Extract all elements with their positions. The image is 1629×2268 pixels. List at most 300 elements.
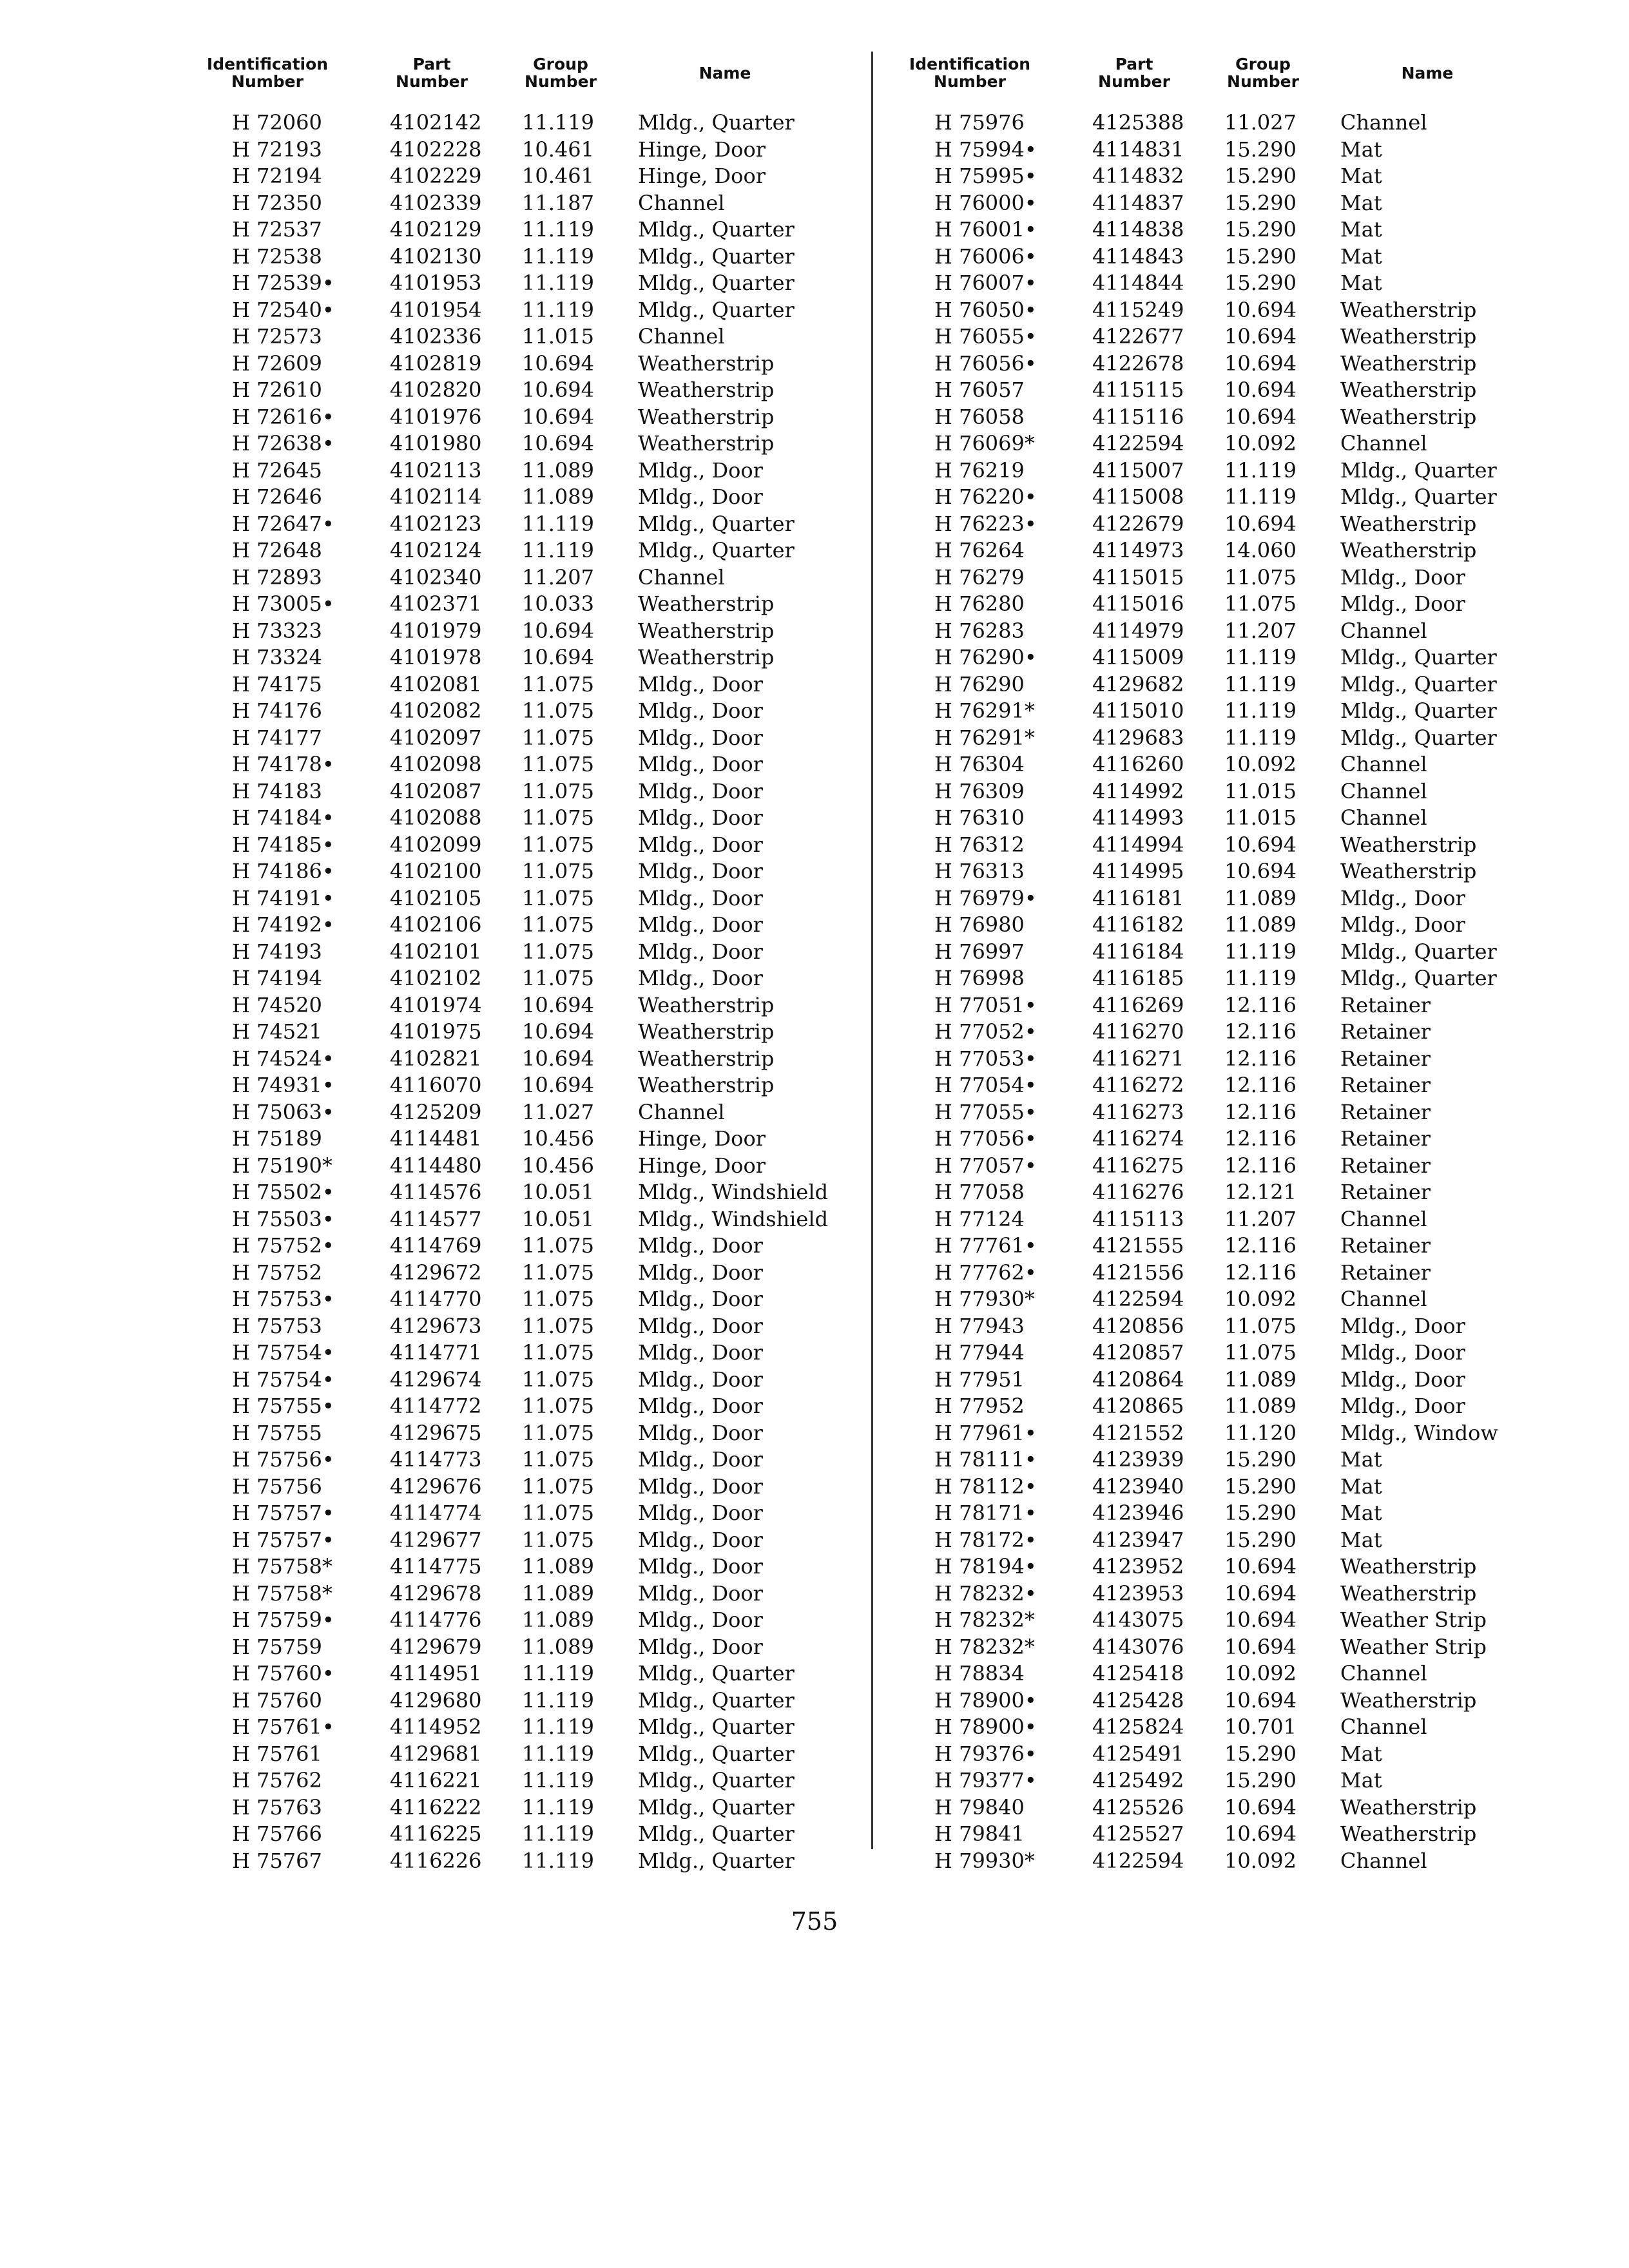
- identification-number-cell: H 77761•: [934, 1233, 1037, 1258]
- table-row: [889, 430, 1547, 457]
- identification-number-cell: H 78171•: [934, 1501, 1037, 1525]
- part-number-cell: 4101976: [390, 404, 482, 429]
- group-number-cell: 10.694: [1224, 511, 1296, 536]
- table-row: [889, 1233, 1547, 1260]
- group-number-cell: 11.119: [522, 1821, 594, 1846]
- part-number-cell: 4101954: [390, 297, 482, 322]
- name-cell: Retainer: [1340, 1019, 1431, 1044]
- group-number-cell: 11.207: [1224, 1206, 1296, 1231]
- identification-number-cell: H 75995•: [934, 164, 1037, 188]
- table-row: [889, 1527, 1547, 1554]
- table-row: [889, 351, 1547, 378]
- name-cell: Channel: [638, 1099, 725, 1124]
- group-number-cell: 11.075: [522, 752, 594, 776]
- part-number-cell: 4129678: [390, 1581, 482, 1606]
- part-number-cell: 4101974: [390, 992, 482, 1017]
- name-cell: Mldg., Quarter: [638, 1661, 795, 1686]
- name-cell: Mldg., Door: [638, 1313, 763, 1338]
- identification-number-cell: H 72194: [232, 164, 322, 188]
- name-cell: Mldg., Quarter: [1340, 698, 1497, 723]
- table-row: [187, 1634, 844, 1661]
- identification-number-cell: H 75753•: [232, 1287, 334, 1311]
- table-row: [889, 244, 1547, 271]
- name-cell: Mldg., Quarter: [1340, 939, 1497, 964]
- table-row: [187, 1767, 844, 1794]
- identification-number-cell: H 76290•: [934, 645, 1037, 669]
- group-number-cell: 10.092: [1224, 1848, 1296, 1873]
- part-number-cell: 4123947: [1092, 1527, 1184, 1552]
- identification-number-cell: H 75758*: [232, 1581, 333, 1606]
- table-row: [187, 1260, 844, 1287]
- part-number-cell: 4102228: [390, 137, 482, 162]
- table-row: [889, 751, 1547, 778]
- group-number-cell: 10.694: [522, 645, 594, 669]
- name-cell: Mldg., Quarter: [638, 538, 795, 562]
- table-row: [889, 1500, 1547, 1527]
- name-cell: Retainer: [1340, 1153, 1431, 1178]
- name-cell: Mat: [1340, 190, 1382, 215]
- part-number-cell: 4121552: [1092, 1420, 1184, 1445]
- name-cell: Mldg., Door: [638, 939, 763, 964]
- table-row: [187, 1099, 844, 1126]
- part-number-cell: 4102820: [390, 378, 482, 402]
- group-number-cell: 10.694: [1224, 1608, 1296, 1632]
- part-number-cell: 4123953: [1092, 1581, 1184, 1606]
- group-number-cell: 11.207: [522, 564, 594, 590]
- table-row: [889, 671, 1547, 698]
- group-number-cell: 11.075: [522, 1313, 594, 1338]
- identification-number-cell: H 77056•: [934, 1126, 1037, 1151]
- identification-number-cell: H 78834: [934, 1661, 1025, 1686]
- part-number-cell: 4125527: [1092, 1821, 1184, 1846]
- identification-number-cell: H 77055•: [934, 1099, 1037, 1124]
- table-row: [889, 1072, 1547, 1099]
- part-number-cell: 4115116: [1092, 404, 1184, 429]
- table-row: [187, 1286, 844, 1313]
- group-number-cell: 15.290: [1224, 137, 1296, 162]
- name-cell: Weatherstrip: [1340, 859, 1477, 883]
- table-row: [187, 1233, 844, 1260]
- part-number-cell: 4129681: [390, 1741, 482, 1766]
- group-number-cell: 11.075: [1224, 591, 1296, 616]
- part-number-cell: 4116273: [1092, 1099, 1184, 1124]
- table-row: [889, 1660, 1547, 1687]
- identification-number-cell: H 75758*: [232, 1554, 333, 1579]
- group-number-cell: 10.694: [522, 1019, 594, 1044]
- group-number-cell: 10.694: [1224, 859, 1296, 883]
- part-number-cell: 4129675: [390, 1420, 482, 1445]
- identification-number-cell: H 77762•: [934, 1260, 1037, 1285]
- part-number-cell: 4122594: [1092, 1848, 1184, 1873]
- table-row: [187, 992, 844, 1019]
- table-row: [187, 1420, 844, 1447]
- part-number-cell: 4129680: [390, 1687, 482, 1713]
- part-number-cell: 4123940: [1092, 1474, 1184, 1499]
- identification-number-cell: H 72638•: [232, 431, 334, 456]
- group-number-cell: 15.290: [1224, 271, 1296, 295]
- group-number-cell: 11.119: [522, 1768, 594, 1792]
- group-number-cell: 10.694: [1224, 832, 1296, 857]
- group-number-cell: 11.075: [522, 1394, 594, 1418]
- table-row: [889, 1581, 1547, 1608]
- table-row: [889, 725, 1547, 752]
- identification-number-cell: H 76980: [934, 912, 1025, 937]
- identification-number-cell: H 76006•: [934, 244, 1037, 269]
- name-cell: Mldg., Windshield: [638, 1180, 829, 1204]
- group-number-cell: 11.089: [522, 1581, 594, 1606]
- group-number-cell: 11.075: [522, 1420, 594, 1445]
- table-row: [889, 1446, 1547, 1474]
- table-row: [187, 1019, 844, 1046]
- identification-number-cell: H 75762: [232, 1768, 322, 1792]
- identification-number-cell: H 77058: [934, 1180, 1025, 1204]
- identification-number-cell: H 77930*: [934, 1287, 1035, 1311]
- name-cell: Mat: [1340, 217, 1382, 242]
- identification-number-cell: H 76057: [934, 378, 1025, 402]
- group-number-cell: 11.089: [1224, 1394, 1296, 1418]
- name-cell: Weatherstrip: [1340, 378, 1477, 402]
- table-row: [889, 858, 1547, 885]
- identification-number-cell: H 77053•: [934, 1046, 1037, 1071]
- part-number-cell: 4123946: [1092, 1501, 1184, 1525]
- table-row: [187, 858, 844, 885]
- group-number-cell: 10.694: [1224, 351, 1296, 376]
- part-number-cell: 4143076: [1092, 1634, 1184, 1659]
- group-number-cell: 10.461: [522, 164, 594, 188]
- group-number-cell: 11.075: [522, 966, 594, 990]
- group-number-cell: 15.290: [1224, 1741, 1296, 1766]
- table-row: [889, 939, 1547, 966]
- part-number-cell: 4114832: [1092, 164, 1184, 188]
- part-number-cell: 4122678: [1092, 351, 1184, 376]
- part-number-cell: 4102114: [390, 485, 482, 509]
- table-row: [889, 965, 1547, 992]
- part-number-cell: 4102229: [390, 164, 482, 188]
- part-number-cell: 4114994: [1092, 832, 1184, 857]
- identification-number-cell: H 77051•: [934, 992, 1037, 1017]
- identification-number-cell: H 76310: [934, 805, 1025, 830]
- group-number-cell: 11.075: [522, 1474, 594, 1499]
- table-row: [889, 511, 1547, 538]
- group-number-cell: 11.075: [522, 778, 594, 803]
- group-number-cell: 12.116: [1224, 1019, 1296, 1044]
- table-row: [889, 1340, 1547, 1367]
- part-number-cell: 4116270: [1092, 1019, 1184, 1044]
- name-cell: Mldg., Window: [1340, 1420, 1498, 1445]
- name-cell: Mldg., Door: [638, 1501, 763, 1525]
- identification-number-cell: H 78194•: [934, 1554, 1037, 1579]
- table-row: [187, 564, 844, 591]
- name-cell: Weatherstrip: [638, 1073, 775, 1097]
- identification-number-cell: H 74931•: [232, 1073, 334, 1097]
- name-cell: Channel: [1340, 1206, 1427, 1231]
- identification-number-cell: H 75190*: [232, 1153, 333, 1178]
- table-row: [187, 805, 844, 832]
- part-number-cell: 4129676: [390, 1474, 482, 1499]
- table-row: [889, 805, 1547, 832]
- identification-number-cell: H 76219: [934, 457, 1025, 483]
- identification-number-cell: H 76056•: [934, 351, 1037, 376]
- identification-number-cell: H 78900•: [934, 1715, 1037, 1739]
- table-row: [889, 992, 1547, 1019]
- group-number-cell: 11.075: [522, 885, 594, 910]
- part-number-cell: 4115010: [1092, 698, 1184, 723]
- table-row: [187, 1607, 844, 1634]
- part-number-cell: 4114837: [1092, 190, 1184, 215]
- part-number-cell: 4114776: [390, 1608, 482, 1632]
- part-number-cell: 4115115: [1092, 378, 1184, 402]
- part-number-cell: 4102100: [390, 859, 482, 883]
- name-cell: Weatherstrip: [1340, 832, 1477, 857]
- identification-number-cell: H 75761: [232, 1741, 322, 1766]
- identification-number-cell: H 74191•: [232, 885, 334, 910]
- name-cell: Channel: [638, 190, 725, 215]
- group-number-cell: 11.075: [522, 1367, 594, 1392]
- identification-number-cell: H 75752: [232, 1260, 322, 1285]
- table-row: [187, 1741, 844, 1768]
- part-number-cell: 4129673: [390, 1313, 482, 1338]
- group-number-cell: 11.075: [522, 698, 594, 723]
- table-row: [889, 163, 1547, 190]
- group-number-cell: 15.290: [1224, 244, 1296, 269]
- table-row: [187, 1848, 844, 1875]
- part-number-cell: 4102105: [390, 885, 482, 910]
- part-number-cell: 4116275: [1092, 1153, 1184, 1178]
- right-table-body: [889, 110, 1547, 1874]
- table-row: [889, 1687, 1547, 1715]
- table-row: [889, 1474, 1547, 1501]
- identification-number-cell: H 76304: [934, 752, 1025, 776]
- part-number-cell: 4102129: [390, 217, 482, 242]
- name-cell: Weatherstrip: [638, 351, 775, 376]
- name-cell: Mldg., Quarter: [638, 271, 795, 295]
- group-number-cell: 10.694: [1224, 1794, 1296, 1820]
- table-row: [187, 1687, 844, 1715]
- name-cell: Mldg., Door: [638, 752, 763, 776]
- part-number-cell: 4116271: [1092, 1046, 1184, 1071]
- name-cell: Channel: [1340, 1848, 1427, 1873]
- part-number-cell: 4102082: [390, 698, 482, 723]
- table-row: [889, 1046, 1547, 1073]
- group-number-cell: 10.092: [1224, 752, 1296, 776]
- identification-number-cell: H 76000•: [934, 190, 1037, 215]
- table-row: [889, 537, 1547, 564]
- part-number-cell: 4101978: [390, 645, 482, 669]
- part-number-cell: 4116269: [1092, 992, 1184, 1017]
- name-cell: Mldg., Door: [638, 1287, 763, 1311]
- part-number-cell: 4120865: [1092, 1394, 1184, 1418]
- name-cell: Mat: [1340, 1474, 1382, 1499]
- group-number-cell: 11.089: [522, 457, 594, 483]
- name-cell: Mldg., Quarter: [1340, 966, 1497, 990]
- identification-number-cell: H 78112•: [934, 1474, 1037, 1499]
- part-number-cell: 4115016: [1092, 591, 1184, 616]
- group-number-cell: 11.187: [522, 190, 594, 215]
- name-cell: Mldg., Quarter: [1340, 645, 1497, 669]
- name-cell: Mat: [1340, 1768, 1382, 1792]
- part-number-cell: 4116070: [390, 1073, 482, 1097]
- identification-number-cell: H 72610: [232, 378, 322, 402]
- table-row: [187, 644, 844, 671]
- part-number-cell: 4102087: [390, 778, 482, 803]
- name-cell: Mldg., Door: [638, 1233, 763, 1258]
- table-row: [187, 1446, 844, 1474]
- group-number-cell: 11.119: [522, 217, 594, 242]
- name-cell: Mldg., Door: [1340, 1367, 1465, 1392]
- part-number-cell: 4101980: [390, 431, 482, 456]
- identification-number-cell: H 72540•: [232, 297, 334, 322]
- name-cell: Mldg., Quarter: [638, 1741, 795, 1766]
- group-number-cell: 11.119: [1224, 671, 1296, 697]
- name-cell: Mldg., Door: [638, 1527, 763, 1552]
- name-cell: Retainer: [1340, 1180, 1431, 1204]
- name-cell: Mldg., Quarter: [638, 244, 795, 269]
- name-cell: Hinge, Door: [638, 164, 766, 188]
- table-row: [187, 1474, 844, 1501]
- identification-number-cell: H 73323: [232, 618, 322, 643]
- identification-number-cell: H 76264: [934, 538, 1025, 562]
- table-row: [889, 1821, 1547, 1848]
- part-number-cell: 4116221: [390, 1768, 482, 1792]
- group-number-cell: 11.119: [522, 1741, 594, 1766]
- table-row: [889, 644, 1547, 671]
- table-row: [187, 1581, 844, 1608]
- identification-number-cell: H 79930*: [934, 1848, 1035, 1873]
- header-name: Name: [699, 64, 751, 82]
- group-number-cell: 11.119: [522, 1794, 594, 1820]
- name-cell: Weatherstrip: [1340, 1687, 1477, 1713]
- table-row: [889, 1179, 1547, 1206]
- identification-number-cell: H 76279: [934, 564, 1025, 590]
- table-row: [187, 110, 844, 137]
- identification-number-cell: H 74183: [232, 778, 322, 803]
- name-cell: Mldg., Door: [638, 485, 763, 509]
- name-cell: Mldg., Door: [638, 1581, 763, 1606]
- table-row: [889, 1153, 1547, 1180]
- name-cell: Weatherstrip: [638, 618, 775, 643]
- part-number-cell: 4129679: [390, 1634, 482, 1659]
- part-number-cell: 4122594: [1092, 431, 1184, 456]
- identification-number-cell: H 76050•: [934, 297, 1037, 322]
- part-number-cell: 4114775: [390, 1554, 482, 1579]
- table-row: [187, 430, 844, 457]
- name-cell: Weatherstrip: [1340, 351, 1477, 376]
- group-number-cell: 12.116: [1224, 1046, 1296, 1071]
- part-number-cell: 4115249: [1092, 297, 1184, 322]
- identification-number-cell: H 75767: [232, 1848, 322, 1873]
- name-cell: Mldg., Quarter: [638, 110, 795, 135]
- group-number-cell: 10.694: [1224, 1634, 1296, 1659]
- group-number-cell: 11.075: [522, 1287, 594, 1311]
- name-cell: Retainer: [1340, 992, 1431, 1017]
- group-number-cell: 11.119: [522, 1687, 594, 1713]
- part-number-cell: 4116272: [1092, 1073, 1184, 1097]
- group-number-cell: 10.033: [522, 591, 594, 616]
- part-number-cell: 4116225: [390, 1821, 482, 1846]
- part-number-cell: 4102088: [390, 805, 482, 830]
- part-number-cell: 4115007: [1092, 457, 1184, 483]
- identification-number-cell: H 72193: [232, 137, 322, 162]
- part-number-cell: 4114831: [1092, 137, 1184, 162]
- identification-number-cell: H 74521: [232, 1019, 322, 1044]
- identification-number-cell: H 77057•: [934, 1153, 1037, 1178]
- identification-number-cell: H 76312: [934, 832, 1025, 857]
- identification-number-cell: H 74186•: [232, 859, 334, 883]
- name-cell: Mldg., Door: [638, 698, 763, 723]
- table-row: [187, 323, 844, 351]
- identification-number-cell: H 76313: [934, 859, 1025, 883]
- group-number-cell: 10.694: [1224, 404, 1296, 429]
- identification-number-cell: H 77951: [934, 1367, 1025, 1392]
- group-number-cell: 11.075: [522, 1501, 594, 1525]
- part-number-cell: 4129674: [390, 1367, 482, 1392]
- identification-number-cell: H 75976: [934, 110, 1025, 135]
- identification-number-cell: H 76058: [934, 404, 1025, 429]
- part-number-cell: 4114993: [1092, 805, 1184, 830]
- table-row: [187, 537, 844, 564]
- part-number-cell: 4115015: [1092, 564, 1184, 590]
- name-cell: Mat: [1340, 1741, 1382, 1766]
- group-number-cell: 11.027: [522, 1099, 594, 1124]
- identification-number-cell: H 75756: [232, 1474, 322, 1499]
- part-number-cell: 4116226: [390, 1848, 482, 1873]
- name-cell: Channel: [1340, 752, 1427, 776]
- identification-number-cell: H 75757•: [232, 1527, 334, 1552]
- name-cell: Mldg., Door: [1340, 1340, 1465, 1365]
- identification-number-cell: H 75754•: [232, 1367, 334, 1392]
- name-cell: Mldg., Door: [638, 725, 763, 750]
- identification-number-cell: H 75994•: [934, 137, 1037, 162]
- name-cell: Channel: [1340, 431, 1427, 456]
- table-row: [889, 1260, 1547, 1287]
- identification-number-cell: H 75752•: [232, 1233, 334, 1258]
- name-cell: Mldg., Quarter: [638, 1715, 795, 1739]
- table-row: [889, 1367, 1547, 1394]
- group-number-cell: 11.015: [522, 324, 594, 349]
- table-row: [187, 1714, 844, 1741]
- name-cell: Weatherstrip: [638, 404, 775, 429]
- table-row: [889, 297, 1547, 324]
- part-number-cell: 4125824: [1092, 1715, 1184, 1739]
- identification-number-cell: H 76220•: [934, 485, 1037, 509]
- part-number-cell: 4102113: [390, 457, 482, 483]
- identification-number-cell: H 79841: [934, 1821, 1025, 1846]
- table-row: [889, 1286, 1547, 1313]
- identification-number-cell: H 76280: [934, 591, 1025, 616]
- part-number-cell: 4129677: [390, 1527, 482, 1552]
- table-row: [187, 1206, 844, 1233]
- part-number-cell: 4102130: [390, 244, 482, 269]
- name-cell: Weatherstrip: [638, 992, 775, 1017]
- group-number-cell: 10.694: [1224, 1687, 1296, 1713]
- part-number-cell: 4114952: [390, 1715, 482, 1739]
- table-row: [889, 1420, 1547, 1447]
- name-cell: Mldg., Quarter: [638, 1768, 795, 1792]
- name-cell: Channel: [638, 564, 725, 590]
- table-row: [187, 457, 844, 485]
- part-number-cell: 4114771: [390, 1340, 482, 1365]
- table-row: [187, 1527, 844, 1554]
- part-number-cell: 4114844: [1092, 271, 1184, 295]
- name-cell: Mat: [1340, 1447, 1382, 1472]
- identification-number-cell: H 75757•: [232, 1501, 334, 1525]
- group-number-cell: 12.116: [1224, 1073, 1296, 1097]
- name-cell: Weatherstrip: [1340, 297, 1477, 322]
- table-row: [187, 1660, 844, 1687]
- group-number-cell: 11.119: [522, 538, 594, 562]
- header-identification-number: Identification Number: [909, 55, 1031, 91]
- name-cell: Hinge, Door: [638, 137, 766, 162]
